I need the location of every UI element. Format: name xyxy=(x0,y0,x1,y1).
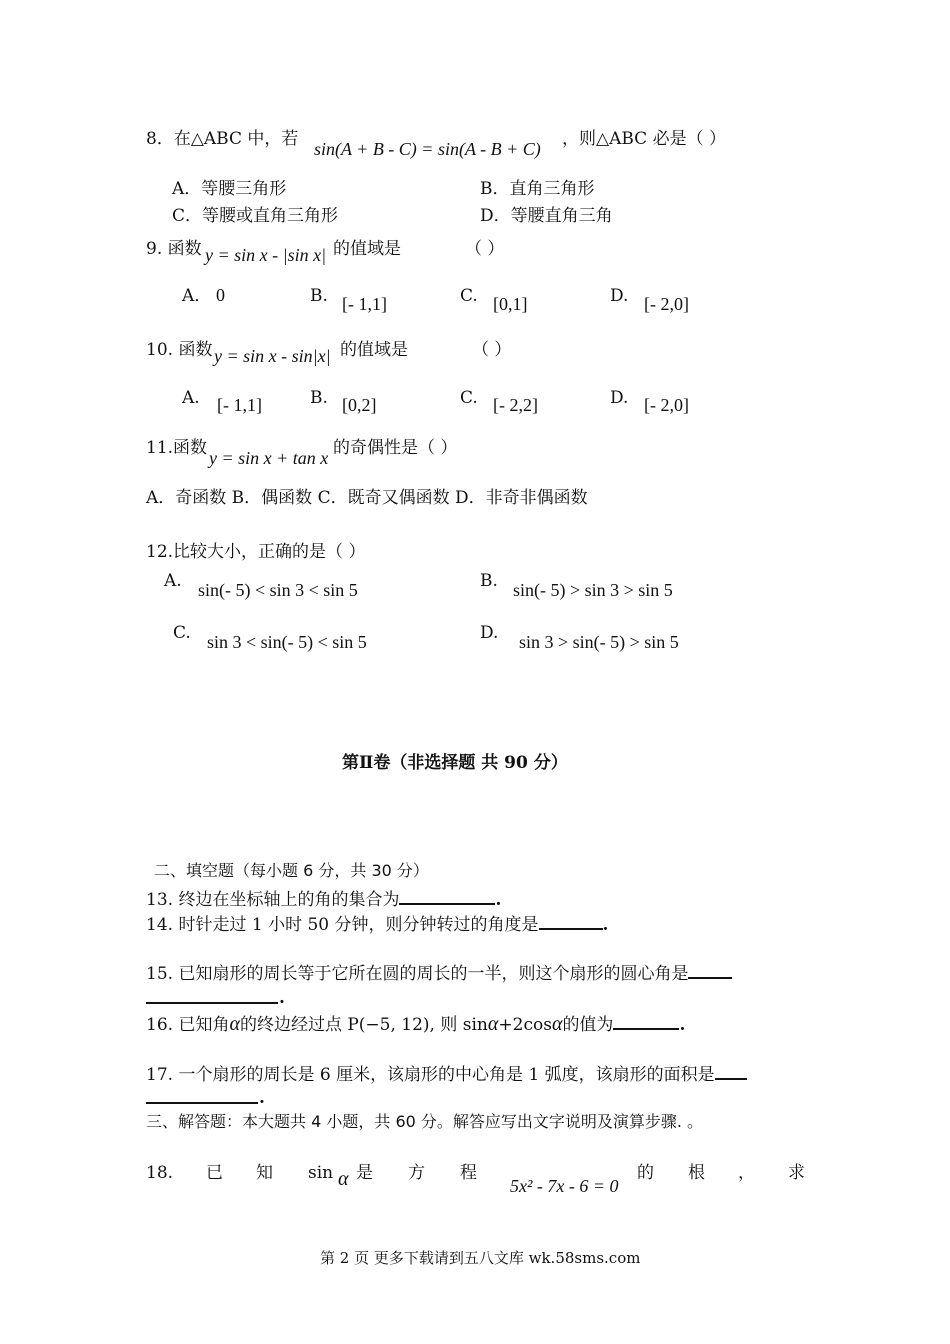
q10-option-b-label: B. xyxy=(310,388,328,408)
q17-period: . xyxy=(259,1088,265,1108)
q12-option-c-value: sin 3 < sin(- 5) < sin 5 xyxy=(207,632,367,652)
q12-option-b-value: sin(- 5) > sin 3 > sin 5 xyxy=(513,580,673,600)
question-17 xyxy=(146,1062,747,1086)
question-14 xyxy=(146,912,608,936)
q10-option-d-label: D. xyxy=(610,388,629,408)
q9-option-b-value: [- 1,1] xyxy=(342,294,387,314)
q9-option-d-value: [- 2,0] xyxy=(644,294,689,314)
q15-answer-blank[interactable] xyxy=(688,961,732,979)
q8-formula: sin(A + B - C) = sin(A - B + C) xyxy=(314,139,541,159)
q17-text: 17. 一个扇形的周长是 6 厘米，该扇形的中心角是 1 弧度，该扇形的面积是 xyxy=(146,1065,715,1085)
q18-word-6: 方 xyxy=(408,1163,425,1183)
q14-text: 14. 时针走过 1 小时 50 分钟，则分钟转过的角度是 xyxy=(146,915,539,935)
q11-formula: y = sin x + tan x xyxy=(209,448,329,468)
q8-option-a: A．等腰三角形 xyxy=(172,179,287,199)
q12-option-a-label: A. xyxy=(164,571,182,591)
q15-period: . xyxy=(279,988,285,1008)
q18-word-9: 根 xyxy=(688,1163,705,1183)
q14-period: . xyxy=(602,915,609,935)
question-15 xyxy=(146,961,732,985)
q8-prefix: 8．在△ABC 中，若 xyxy=(146,129,299,149)
q16-answer-blank[interactable] xyxy=(613,1012,679,1030)
q9-option-b-label: B. xyxy=(310,286,328,306)
fill-in-heading: 二、填空题（每小题 6 分，共 30 分） xyxy=(154,861,429,880)
q16-text-a: 16. 已知角 xyxy=(146,1015,230,1035)
q9-option-d-label: D. xyxy=(610,286,629,306)
q10-formula: y = sin x - sin|x| xyxy=(214,346,331,366)
q13-answer-blank[interactable] xyxy=(399,887,495,905)
q16-text-d: 的值为 xyxy=(562,1015,614,1035)
q12-option-b-label: B. xyxy=(480,571,498,591)
q18-word-1: 已 xyxy=(206,1163,223,1183)
q10-option-a-value: [- 1,1] xyxy=(217,395,262,415)
q17-answer-blank-line2[interactable] xyxy=(146,1102,258,1104)
q10-answer-paren: （ ） xyxy=(472,340,512,360)
q16-alpha-3: α xyxy=(551,1013,563,1035)
q11-prefix: 11.函数 xyxy=(146,438,208,458)
page-footer: 第 2 页 更多下载请到五八文库 wk.58sms.com xyxy=(320,1249,641,1267)
section-2-title: 第Ⅱ卷（非选择题 共 90 分） xyxy=(342,753,568,773)
q18-word-11: 求 xyxy=(788,1163,805,1183)
q13-period: . xyxy=(495,890,502,910)
q10-option-c-label: C. xyxy=(460,388,478,408)
q10-option-b-value: [0,2] xyxy=(342,395,377,415)
q9-prefix: 9. 函数 xyxy=(146,239,202,259)
q16-alpha-2: α xyxy=(487,1013,499,1035)
q13-text: 13. 终边在坐标轴上的角的集合为 xyxy=(146,890,400,910)
q17-answer-blank[interactable] xyxy=(715,1062,747,1080)
q12-option-d-value: sin 3 > sin(- 5) > sin 5 xyxy=(519,632,679,652)
q16-text-b: 的终边经过点 P(−5, 12), 则 sin xyxy=(239,1015,488,1035)
q9-formula: y = sin x - |sin x| xyxy=(205,245,327,265)
q15-answer-blank-line2[interactable] xyxy=(146,1002,278,1004)
q10-prefix: 10. 函数 xyxy=(146,340,213,360)
q16-alpha-1: α xyxy=(229,1013,240,1035)
q9-option-a-value: 0 xyxy=(216,285,225,305)
solve-heading: 三、解答题：本大题共 4 小题，共 60 分。解答应写出文字说明及演算步骤. 。 xyxy=(146,1112,704,1131)
q18-word-7: 程 xyxy=(460,1163,477,1183)
q9-option-c-value: [0,1] xyxy=(493,294,528,314)
q18-word-5: 是 xyxy=(356,1163,373,1183)
q8-suffix: ，则△ABC 必是（ ） xyxy=(562,129,726,149)
q8-option-c: C．等腰或直角三角形 xyxy=(172,206,339,226)
q16-period: . xyxy=(679,1015,686,1035)
question-16 xyxy=(146,1012,685,1036)
q18-word-8: 的 xyxy=(637,1163,654,1183)
q12-option-c-label: C. xyxy=(173,623,191,643)
q18-alpha: α xyxy=(338,1168,349,1190)
q9-suffix: 的值域是 xyxy=(333,239,401,259)
q10-option-a-label: A. xyxy=(182,388,200,408)
q14-answer-blank[interactable] xyxy=(539,912,603,930)
q18-word-2: 知 xyxy=(256,1163,273,1183)
q18-word-3: sin xyxy=(308,1163,334,1183)
q11-suffix: 的奇偶性是（ ） xyxy=(333,438,458,458)
q9-option-a-label: A． xyxy=(182,286,212,306)
q15-text: 15. 已知扇形的周长等于它所在圆的周长的一半，则这个扇形的圆心角是 xyxy=(146,964,689,984)
q10-option-d-value: [- 2,0] xyxy=(644,395,689,415)
q8-option-b: B．直角三角形 xyxy=(480,179,595,199)
q18-number: 18. xyxy=(146,1163,174,1183)
q12-stem: 12.比较大小，正确的是（ ） xyxy=(146,542,366,562)
q10-option-c-value: [- 2,2] xyxy=(493,395,538,415)
q9-answer-paren: （ ） xyxy=(465,239,505,259)
q9-option-c-label: C. xyxy=(460,286,478,306)
q10-suffix: 的值域是 xyxy=(340,340,408,360)
q8-option-d: D．等腰直角三角 xyxy=(480,206,613,226)
q18-word-10: ， xyxy=(738,1163,755,1183)
q11-options: A．奇函数 B．偶函数 C．既奇又偶函数 D．非奇非偶函数 xyxy=(146,488,588,508)
q12-option-a-value: sin(- 5) < sin 3 < sin 5 xyxy=(198,580,358,600)
q18-equation: 5x² - 7x - 6 = 0 xyxy=(510,1176,619,1196)
q12-option-d-label: D. xyxy=(480,623,499,643)
q16-text-c: +2cos xyxy=(498,1015,552,1035)
question-13 xyxy=(146,887,501,911)
